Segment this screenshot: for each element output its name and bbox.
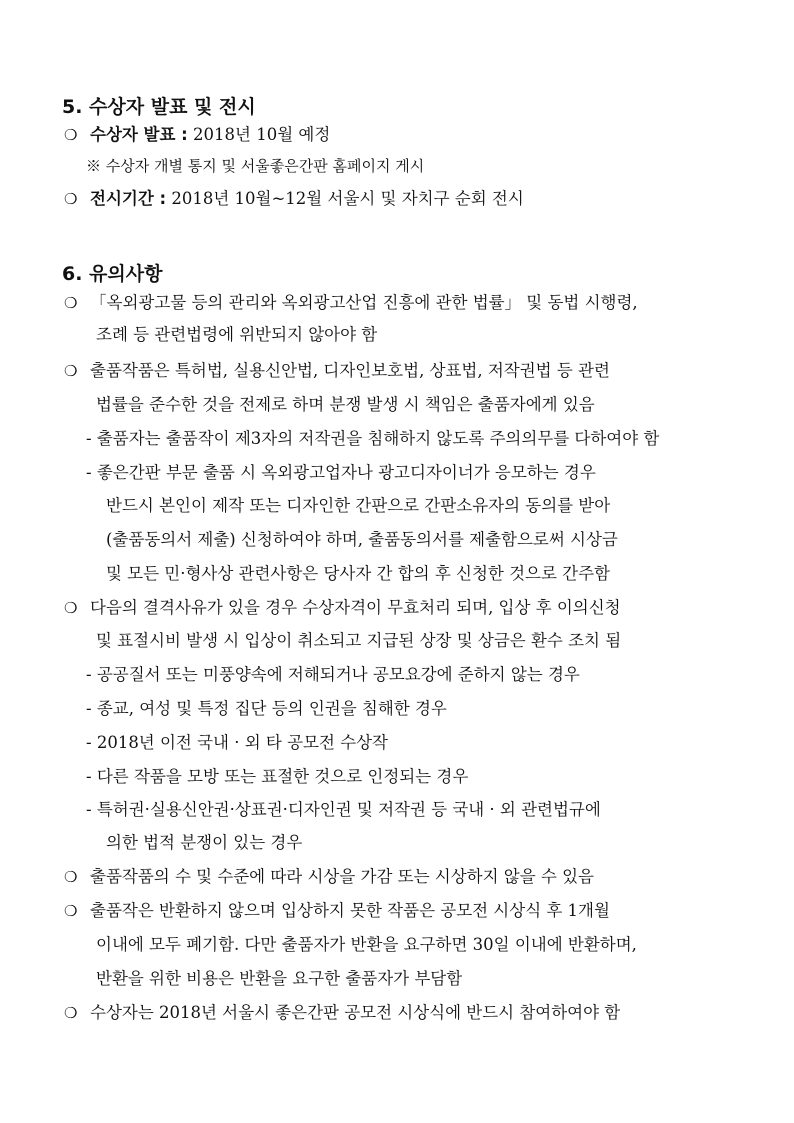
- exhibit-value: 2018년 10월~12월 서울시 및 자치구 순회 전시: [171, 189, 524, 208]
- notice-subitem-cont: (출품동의서 제출) 신청하여야 하며, 출품동의서를 제출함으로써 시상금: [106, 530, 618, 549]
- notice-line: 「옥외광고물 등의 관리와 옥외광고산업 진흥에 관한 법률」 및 동법 시행령,: [90, 293, 638, 312]
- announce-value: 2018년 10월 예정: [193, 125, 331, 144]
- exhibit-label: 전시기간 :: [90, 189, 167, 208]
- notice-subitem: - 공공질서 또는 미풍양속에 저해되거나 공모요강에 준하지 않는 경우: [86, 665, 580, 684]
- notice-line: 조례 등 관련법령에 위반되지 않아야 함: [96, 325, 378, 344]
- notice-subitem: - 종교, 여성 및 특정 집단 등의 인권을 침해한 경우: [86, 699, 447, 718]
- bullet-icon: ❍: [64, 902, 78, 920]
- notice-subitem-cont: 의한 법적 분쟁이 있는 경우: [106, 833, 303, 852]
- bullet-icon: ❍: [64, 126, 78, 144]
- notice-line: 출품작품은 특허법, 실용신안법, 디자인보호법, 상표법, 저작권법 등 관련: [90, 361, 610, 380]
- bullet-icon: ❍: [64, 362, 78, 380]
- bullet-icon: ❍: [64, 294, 78, 312]
- exhibit-line: [90, 191, 524, 208]
- bullet-icon: ❍: [64, 599, 78, 617]
- bullet-icon: ❍: [64, 190, 78, 208]
- bullet-icon: ❍: [64, 1004, 78, 1022]
- notice-subitem: - 다른 작품을 모방 또는 표절한 것으로 인정되는 경우: [86, 767, 469, 786]
- notice-subitem: - 2018년 이전 국내 · 외 타 공모전 수상작: [86, 733, 388, 752]
- section-6-heading: 6. 유의사항: [62, 263, 163, 285]
- notice-line: 수상자는 2018년 서울시 좋은간판 공모전 시상식에 반드시 참여하여야 함: [90, 1003, 621, 1022]
- announce-note: ※ 수상자 개별 통지 및 서울좋은간판 홈페이지 게시: [86, 157, 425, 175]
- notice-line: 이내에 모두 폐기함. 다만 출품자가 반환을 요구하면 30일 이내에 반환하며,: [96, 935, 637, 954]
- notice-subitem: - 좋은간판 부문 출품 시 옥외광고업자나 광고디자이너가 응모하는 경우: [86, 463, 596, 482]
- announce-line: [90, 127, 330, 144]
- notice-line: 출품작품의 수 및 수준에 따라 시상을 가감 또는 시상하지 않을 수 있음: [90, 867, 594, 886]
- bullet-icon: ❍: [64, 868, 78, 886]
- notice-subitem: - 특허권·실용신안권·상표권·디자인권 및 저작권 등 국내 · 외 관련법규에: [86, 800, 601, 819]
- section-5-heading: 5. 수상자 발표 및 전시: [62, 96, 256, 118]
- notice-line: 다음의 결격사유가 있을 경우 수상자격이 무효처리 되며, 입상 후 이의신청: [90, 598, 621, 617]
- notice-line: 출품작은 반환하지 않으며 입상하지 못한 작품은 공모전 시상식 후 1개월: [90, 901, 610, 920]
- notice-line: 반환을 위한 비용은 반환을 요구한 출품자가 부담함: [96, 969, 463, 988]
- notice-subitem: - 출품자는 출품작이 제3자의 저작권을 침해하지 않도록 주의의무를 다하여야 함: [86, 429, 660, 448]
- notice-subitem-cont: 반드시 본인이 제작 또는 디자인한 간판으로 간판소유자의 동의를 받아: [106, 496, 611, 515]
- announce-label: 수상자 발표 :: [90, 125, 188, 144]
- notice-subitem-cont: 및 모든 민·형사상 관련사항은 당사자 간 합의 후 신청한 것으로 간주함: [106, 564, 610, 583]
- notice-line: 법률을 준수한 것을 전제로 하며 분쟁 발생 시 책임은 출품자에게 있음: [96, 395, 595, 414]
- notice-line: 및 표절시비 발생 시 입상이 취소되고 지급된 상장 및 상금은 환수 조치 됨: [96, 631, 622, 650]
